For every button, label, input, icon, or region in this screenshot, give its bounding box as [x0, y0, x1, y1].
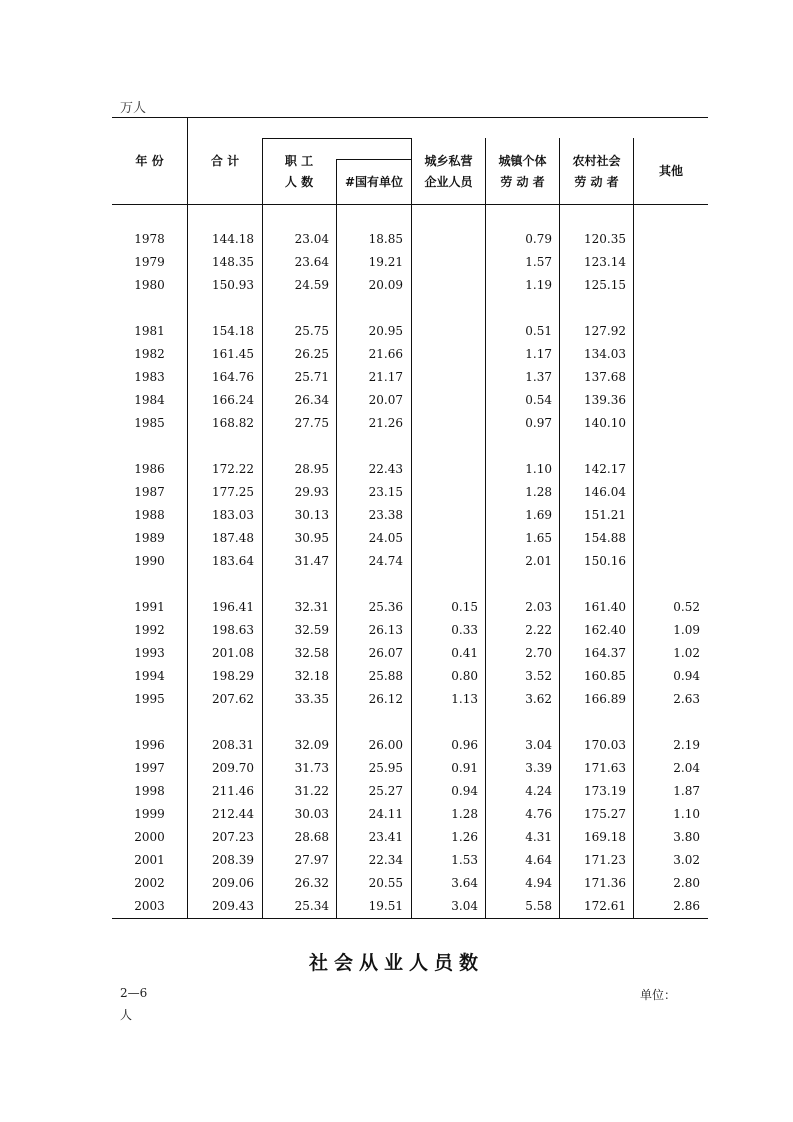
table-number: 2—6: [120, 986, 148, 1000]
cell-state-owned: 24.05: [368, 531, 403, 545]
cell-private: 3.04: [451, 899, 478, 913]
cell-total: 198.63: [212, 623, 254, 637]
table-bottom-rule: [112, 918, 708, 919]
cell-year: 1980: [134, 278, 165, 292]
unit-top-label: 万人: [120, 101, 147, 116]
cell-rural: 123.14: [584, 255, 626, 269]
cell-individual: 4.76: [525, 807, 552, 821]
cell-individual: 1.65: [525, 531, 552, 545]
header-state-owned: #国有单位: [344, 175, 404, 189]
cell-other: 0.94: [673, 669, 700, 683]
cell-total: 164.76: [212, 370, 254, 384]
cell-workers: 33.35: [294, 692, 329, 706]
cell-rural: 125.15: [584, 278, 626, 292]
cell-workers: 30.03: [294, 807, 329, 821]
cell-state-owned: 23.41: [368, 830, 403, 844]
cell-year: 2003: [134, 899, 165, 913]
cell-state-owned: 25.95: [368, 761, 403, 775]
cell-rural: 162.40: [584, 623, 626, 637]
cell-year: 1986: [134, 462, 165, 476]
cell-rural: 142.17: [584, 462, 626, 476]
cell-year: 1984: [134, 393, 165, 407]
cell-rural: 120.35: [584, 232, 626, 246]
cell-total: 208.31: [212, 738, 254, 752]
cell-state-owned: 20.95: [368, 324, 403, 338]
cell-state-owned: 25.36: [368, 600, 403, 614]
cell-individual: 2.70: [525, 646, 552, 660]
cell-rural: 171.23: [584, 853, 626, 867]
cell-other: 2.19: [673, 738, 700, 752]
cell-total: 166.24: [212, 393, 254, 407]
cell-total: 183.64: [212, 554, 254, 568]
cell-private: 0.94: [451, 784, 478, 798]
cell-year: 1983: [134, 370, 165, 384]
cell-total: 209.06: [212, 876, 254, 890]
cell-year: 1999: [134, 807, 165, 821]
cell-individual: 3.62: [525, 692, 552, 706]
header-rural-line2: 劳 动 者: [574, 175, 619, 189]
cell-other: 1.87: [673, 784, 700, 798]
cell-rural: 151.21: [584, 508, 626, 522]
col-divider: [633, 138, 634, 918]
cell-individual: 4.24: [525, 784, 552, 798]
cell-rural: 134.03: [584, 347, 626, 361]
cell-year: 1993: [134, 646, 165, 660]
cell-private: 0.91: [451, 761, 478, 775]
cell-total: 208.39: [212, 853, 254, 867]
cell-total: 209.70: [212, 761, 254, 775]
cell-state-owned: 21.26: [368, 416, 403, 430]
cell-other: 2.86: [673, 899, 700, 913]
cell-rural: 150.16: [584, 554, 626, 568]
cell-other: 0.52: [673, 600, 700, 614]
cell-individual: 3.39: [525, 761, 552, 775]
workers-header-rule: [262, 138, 411, 139]
cell-year: 1979: [134, 255, 165, 269]
cell-private: 0.96: [451, 738, 478, 752]
cell-rural: 171.36: [584, 876, 626, 890]
cell-individual: 0.54: [525, 393, 552, 407]
cell-workers: 30.95: [294, 531, 329, 545]
cell-year: 1994: [134, 669, 165, 683]
cell-year: 1989: [134, 531, 165, 545]
header-workers-line2: 人 数: [284, 175, 314, 189]
cell-private: 1.28: [451, 807, 478, 821]
cell-state-owned: 26.00: [368, 738, 403, 752]
cell-individual: 1.10: [525, 462, 552, 476]
cell-workers: 31.73: [294, 761, 329, 775]
header-total: 合 计: [210, 154, 240, 168]
cell-rural: 154.88: [584, 531, 626, 545]
cell-private: 0.41: [451, 646, 478, 660]
cell-rural: 172.61: [584, 899, 626, 913]
cell-total: 209.43: [212, 899, 254, 913]
cell-workers: 27.75: [294, 416, 329, 430]
cell-year: 2002: [134, 876, 165, 890]
state-owned-header-rule: [336, 159, 411, 160]
cell-rural: 161.40: [584, 600, 626, 614]
cell-individual: 4.31: [525, 830, 552, 844]
cell-rural: 127.92: [584, 324, 626, 338]
cell-state-owned: 26.13: [368, 623, 403, 637]
cell-state-owned: 19.21: [368, 255, 403, 269]
cell-state-owned: 26.12: [368, 692, 403, 706]
cell-year: 1982: [134, 347, 165, 361]
cell-total: 207.23: [212, 830, 254, 844]
cell-state-owned: 26.07: [368, 646, 403, 660]
cell-individual: 4.94: [525, 876, 552, 890]
cell-other: 3.02: [673, 853, 700, 867]
cell-year: 1978: [134, 232, 165, 246]
cell-year: 1997: [134, 761, 165, 775]
cell-individual: 1.69: [525, 508, 552, 522]
cell-other: 3.80: [673, 830, 700, 844]
cell-workers: 25.75: [294, 324, 329, 338]
header-rural-line1: 农村社会: [572, 154, 621, 168]
cell-workers: 23.04: [294, 232, 329, 246]
cell-workers: 26.25: [294, 347, 329, 361]
cell-rural: 140.10: [584, 416, 626, 430]
cell-workers: 30.13: [294, 508, 329, 522]
cell-individual: 1.28: [525, 485, 552, 499]
cell-rural: 173.19: [584, 784, 626, 798]
cell-state-owned: 21.66: [368, 347, 403, 361]
cell-total: 207.62: [212, 692, 254, 706]
cell-state-owned: 22.34: [368, 853, 403, 867]
cell-other: 2.04: [673, 761, 700, 775]
cell-private: 0.33: [451, 623, 478, 637]
cell-workers: 26.32: [294, 876, 329, 890]
cell-total: 201.08: [212, 646, 254, 660]
table-title: 社会从业人员数: [308, 952, 484, 974]
cell-private: 0.80: [451, 669, 478, 683]
cell-year: 1988: [134, 508, 165, 522]
cell-rural: 164.37: [584, 646, 626, 660]
cell-state-owned: 24.11: [368, 807, 403, 821]
cell-workers: 25.71: [294, 370, 329, 384]
cell-private: 1.26: [451, 830, 478, 844]
cell-workers: 28.95: [294, 462, 329, 476]
table-top-rule: [112, 117, 708, 118]
cell-year: 1991: [134, 600, 165, 614]
unit-label: 单位：: [640, 988, 677, 1002]
cell-total: 177.25: [212, 485, 254, 499]
cell-other: 1.10: [673, 807, 700, 821]
cell-other: 2.80: [673, 876, 700, 890]
cell-individual: 2.03: [525, 600, 552, 614]
cell-state-owned: 25.27: [368, 784, 403, 798]
cell-year: 2000: [134, 830, 165, 844]
cell-rural: 175.27: [584, 807, 626, 821]
cell-year: 1998: [134, 784, 165, 798]
cell-individual: 0.79: [525, 232, 552, 246]
header-workers-line1: 职 工: [284, 154, 314, 168]
header-individual-line2: 劳 动 者: [500, 175, 545, 189]
cell-other: 1.09: [673, 623, 700, 637]
cell-workers: 31.47: [294, 554, 329, 568]
cell-rural: 137.68: [584, 370, 626, 384]
cell-workers: 28.68: [294, 830, 329, 844]
cell-individual: 0.97: [525, 416, 552, 430]
cell-private: 1.53: [451, 853, 478, 867]
cell-total: 144.18: [212, 232, 254, 246]
cell-total: 183.03: [212, 508, 254, 522]
cell-individual: 1.57: [525, 255, 552, 269]
cell-total: 196.41: [212, 600, 254, 614]
cell-total: 172.22: [212, 462, 254, 476]
cell-individual: 1.37: [525, 370, 552, 384]
cell-state-owned: 20.09: [368, 278, 403, 292]
cell-total: 154.18: [212, 324, 254, 338]
cell-individual: 2.01: [525, 554, 552, 568]
cell-workers: 29.93: [294, 485, 329, 499]
cell-year: 1996: [134, 738, 165, 752]
cell-year: 1985: [134, 416, 165, 430]
cell-state-owned: 23.15: [368, 485, 403, 499]
cell-workers: 23.64: [294, 255, 329, 269]
cell-rural: 170.03: [584, 738, 626, 752]
cell-other: 1.02: [673, 646, 700, 660]
cell-year: 1995: [134, 692, 165, 706]
cell-year: 1981: [134, 324, 165, 338]
cell-workers: 32.59: [294, 623, 329, 637]
header-bottom-rule: [112, 204, 708, 205]
header-private-line2: 企业人员: [424, 175, 473, 189]
cell-rural: 160.85: [584, 669, 626, 683]
header-private-line1: 城乡私营: [424, 154, 473, 168]
cell-total: 161.45: [212, 347, 254, 361]
cell-year: 1992: [134, 623, 165, 637]
cell-state-owned: 20.55: [368, 876, 403, 890]
cell-state-owned: 18.85: [368, 232, 403, 246]
cell-individual: 2.22: [525, 623, 552, 637]
cell-total: 187.48: [212, 531, 254, 545]
cell-state-owned: 19.51: [368, 899, 403, 913]
cell-state-owned: 24.74: [368, 554, 403, 568]
cell-rural: 139.36: [584, 393, 626, 407]
cell-rural: 146.04: [584, 485, 626, 499]
header-year: 年 份: [135, 154, 164, 168]
header-individual-line1: 城镇个体: [498, 154, 547, 168]
cell-workers: 32.18: [294, 669, 329, 683]
cell-workers: 31.22: [294, 784, 329, 798]
cell-total: 211.46: [212, 784, 254, 798]
cell-total: 150.93: [212, 278, 254, 292]
cell-workers: 26.34: [294, 393, 329, 407]
cell-state-owned: 22.43: [368, 462, 403, 476]
cell-workers: 32.58: [294, 646, 329, 660]
cell-other: 2.63: [673, 692, 700, 706]
cell-private: 3.64: [451, 876, 478, 890]
col-divider: [411, 138, 412, 918]
cell-individual: 1.17: [525, 347, 552, 361]
cell-rural: 166.89: [584, 692, 626, 706]
cell-rural: 169.18: [584, 830, 626, 844]
cell-workers: 32.09: [294, 738, 329, 752]
cell-total: 148.35: [212, 255, 254, 269]
cell-private: 0.15: [451, 600, 478, 614]
cell-state-owned: 21.17: [368, 370, 403, 384]
cell-individual: 3.52: [525, 669, 552, 683]
cell-individual: 0.51: [525, 324, 552, 338]
cell-individual: 5.58: [525, 899, 552, 913]
cell-individual: 3.04: [525, 738, 552, 752]
header-other: 其他: [658, 164, 683, 178]
cell-year: 1990: [134, 554, 165, 568]
cell-total: 168.82: [212, 416, 254, 430]
cell-workers: 25.34: [294, 899, 329, 913]
cell-rural: 171.63: [584, 761, 626, 775]
cell-state-owned: 20.07: [368, 393, 403, 407]
cell-state-owned: 23.38: [368, 508, 403, 522]
cell-total: 198.29: [212, 669, 254, 683]
cell-workers: 24.59: [294, 278, 329, 292]
cell-workers: 27.97: [294, 853, 329, 867]
cell-individual: 4.64: [525, 853, 552, 867]
unit-bottom-label: 人: [120, 1008, 133, 1022]
cell-year: 2001: [134, 853, 165, 867]
cell-individual: 1.19: [525, 278, 552, 292]
cell-year: 1987: [134, 485, 165, 499]
cell-private: 1.13: [451, 692, 478, 706]
cell-workers: 32.31: [294, 600, 329, 614]
cell-total: 212.44: [212, 807, 254, 821]
cell-state-owned: 25.88: [368, 669, 403, 683]
